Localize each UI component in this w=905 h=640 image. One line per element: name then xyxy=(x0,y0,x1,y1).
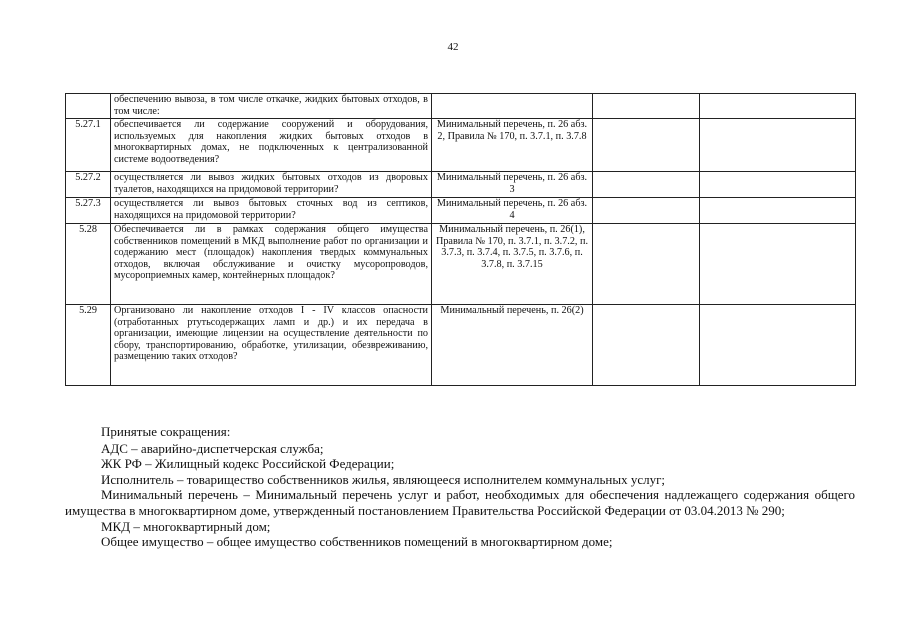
comment-cell xyxy=(700,172,856,198)
abbreviation-item: ЖК РФ – Жилищный кодекс Российской Федерации; xyxy=(101,456,395,472)
table-row xyxy=(66,119,856,172)
row-number-cell: 5.29 xyxy=(66,305,111,386)
table-row xyxy=(66,198,856,224)
abbreviation-item: МКД – многоквартирный дом; xyxy=(101,518,271,534)
abbreviation-item: Исполнитель – товарищество собственников жилья, являющееся исполнителем коммунальных услуг; xyxy=(101,471,666,487)
answer-cell xyxy=(593,198,700,224)
row-number-cell: 5.27.1 xyxy=(66,119,111,172)
question-cell: осуществляется ли вывоз бытовых сточных вод из септиков, находящихся на придомовой территории? xyxy=(111,198,432,224)
answer-cell xyxy=(593,305,700,386)
row-number-cell xyxy=(66,94,111,119)
reference-cell: Минимальный перечень, п. 26 абз. 3 xyxy=(432,172,593,198)
answer-cell xyxy=(593,119,700,172)
abbreviation-item: АДС – аварийно-диспетчерская служба; xyxy=(101,440,324,456)
reference-cell xyxy=(432,94,593,119)
reference-cell: Минимальный перечень, п. 26 абз. 2, Правила № 170, п. 3.7.1, п. 3.7.8 xyxy=(432,119,593,172)
answer-cell xyxy=(593,224,700,305)
page-number: 42 xyxy=(447,41,459,53)
comment-cell xyxy=(700,198,856,224)
comment-cell xyxy=(700,224,856,305)
table-row xyxy=(66,172,856,198)
comment-cell xyxy=(700,305,856,386)
row-number-cell: 5.27.2 xyxy=(66,172,111,198)
question-cell: обеспечивается ли содержание сооружений и оборудования, используемых для накопления жидких бытовых отходов в многоквартирных домах, не подключенных к централизованной системе водоотведения? xyxy=(111,119,432,172)
comment-cell xyxy=(700,94,856,119)
row-number-cell: 5.28 xyxy=(66,224,111,305)
abbreviations-section xyxy=(65,424,855,550)
reference-cell: Минимальный перечень, п. 26(2) xyxy=(432,305,593,386)
abbreviation-item: Минимальный перечень – Минимальный перечень услуг и работ, необходимых для обеспечения надлежащего содержания общего имущества в многоквартирном доме, утвержденный постановлением Правительства Российской Федерации от 03.04.2013 № 290; xyxy=(65,487,855,518)
answer-cell xyxy=(593,94,700,119)
question-cell: Обеспечивается ли в рамках содержания общего имущества собственников помещений в МКД выполнение работ по организации и содержанию мест (площадок) накопления твердых коммунальных отходов, включая обслуживание и очистку мусоропроводов, мусороприемных камер, контейнерных площадок? xyxy=(111,224,432,305)
table-row xyxy=(66,224,856,305)
reference-cell: Минимальный перечень, п. 26 абз. 4 xyxy=(432,198,593,224)
question-cell: осуществляется ли вывоз жидких бытовых отходов из дворовых туалетов, находящихся на придомовой территории? xyxy=(111,172,432,198)
abbreviations-heading: Принятые сокращения: xyxy=(101,424,231,439)
answer-cell xyxy=(593,172,700,198)
question-cell: обеспечению вывоза, в том числе откачке, жидких бытовых отходов, в том числе: xyxy=(111,94,432,119)
comment-cell xyxy=(700,119,856,172)
table-row xyxy=(66,305,856,386)
abbreviation-item: Общее имущество – общее имущество собственников помещений в многоквартирном доме; xyxy=(101,534,613,550)
table-row xyxy=(66,94,856,119)
row-number-cell: 5.27.3 xyxy=(66,198,111,224)
checklist-table xyxy=(65,93,856,386)
question-cell: Организовано ли накопление отходов I - IV классов опасности (отработанных ртутьсодержащих ламп и др.) и их передача в организации, имеющие лицензии на осуществление деятельности по сбору, транспортированию, обработке, утилизации, обезвреживанию, размещению таких отходов? xyxy=(111,305,432,386)
reference-cell: Минимальный перечень, п. 26(1), Правила № 170, п. 3.7.1, п. 3.7.2, п. 3.7.3, п. 3.7.4, п. 3.7.5, п. 3.7.6, п. 3.7.8, п. 3.7.15 xyxy=(432,224,593,305)
